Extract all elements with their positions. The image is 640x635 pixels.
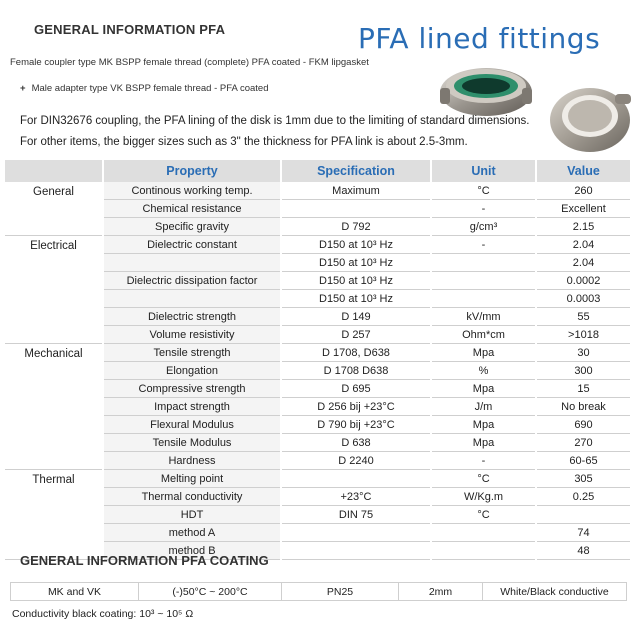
cell-unit xyxy=(431,542,536,560)
cell-value: 30 xyxy=(536,344,631,362)
cell-unit: kV/mm xyxy=(431,308,536,326)
plus-bullet-icon: + xyxy=(20,83,26,94)
cell-specification: Maximum xyxy=(281,182,431,200)
coating-table xyxy=(10,582,627,601)
cell-unit: g/cm³ xyxy=(431,218,536,236)
cell-specification: D150 at 10³ Hz xyxy=(281,236,431,254)
cell-property: method A xyxy=(103,524,281,542)
intro-line-adapter-text: Male adapter type VK BSPP female thread - PFA coated xyxy=(31,83,269,94)
cell-unit xyxy=(431,272,536,290)
cell-property: Thermal conductivity xyxy=(103,488,281,506)
cell-property: Chemical resistance xyxy=(103,200,281,218)
cell-property xyxy=(103,290,281,308)
cell-specification: D 2240 xyxy=(281,452,431,470)
cell-value: 260 xyxy=(536,182,631,200)
cell-unit: % xyxy=(431,362,536,380)
cell-unit: - xyxy=(431,200,536,218)
cell-unit: Mpa xyxy=(431,434,536,452)
cell-specification: D 695 xyxy=(281,380,431,398)
cell-specification: D150 at 10³ Hz xyxy=(281,290,431,308)
cell-property: Specific gravity xyxy=(103,218,281,236)
lining-note-din: For DIN32676 coupling, the PFA lining of the disk is 1mm due to the limiting of standard dimensions. xyxy=(20,115,530,127)
cell-unit xyxy=(431,290,536,308)
cell-property: Dielectric strength xyxy=(103,308,281,326)
cell-value: 270 xyxy=(536,434,631,452)
header-unit: Unit xyxy=(431,160,536,182)
cell-specification: D 792 xyxy=(281,218,431,236)
cell-value: 2.04 xyxy=(536,236,631,254)
cell-unit: Mpa xyxy=(431,380,536,398)
table-row xyxy=(5,470,631,488)
cell-category: General xyxy=(5,182,103,236)
cell-specification xyxy=(281,200,431,218)
cell-unit xyxy=(431,524,536,542)
cell-value: 55 xyxy=(536,308,631,326)
cell-unit: Mpa xyxy=(431,416,536,434)
cell-specification: +23°C xyxy=(281,488,431,506)
cell-value: 2.15 xyxy=(536,218,631,236)
cell-unit: W/Kg.m xyxy=(431,488,536,506)
cell-property: Elongation xyxy=(103,362,281,380)
cell-specification: D 256 bij +23°C xyxy=(281,398,431,416)
cell-unit: J/m xyxy=(431,398,536,416)
cell-property: Hardness xyxy=(103,452,281,470)
header-value: Value xyxy=(536,160,631,182)
cell-specification: D 1708 D638 xyxy=(281,362,431,380)
cell-unit: - xyxy=(431,236,536,254)
cell-property xyxy=(103,254,281,272)
cell-property: Tensile Modulus xyxy=(103,434,281,452)
cell-category: Thermal xyxy=(5,470,103,560)
intro-line-coupler: Female coupler type MK BSPP female thread (complete) PFA coated - FKM lipgasket xyxy=(10,57,369,68)
cell-specification: D 149 xyxy=(281,308,431,326)
cell-specification xyxy=(281,470,431,488)
cell-property: Compressive strength xyxy=(103,380,281,398)
header-property: Property xyxy=(103,160,281,182)
coating-type: MK and VK xyxy=(11,583,139,601)
cell-property: Volume resistivity xyxy=(103,326,281,344)
cell-property: method B xyxy=(103,542,281,560)
cell-property: Dielectric constant xyxy=(103,236,281,254)
cell-property: Flexural Modulus xyxy=(103,416,281,434)
header-category xyxy=(5,160,103,182)
cell-value: 300 xyxy=(536,362,631,380)
cell-specification: D150 at 10³ Hz xyxy=(281,254,431,272)
cell-value: No break xyxy=(536,398,631,416)
cell-specification: D 638 xyxy=(281,434,431,452)
table-row xyxy=(11,583,627,601)
cell-unit: °C xyxy=(431,182,536,200)
table-row xyxy=(5,344,631,362)
cell-category: Electrical xyxy=(5,236,103,344)
conductivity-note: Conductivity black coating: 10³ ~ 10⁵ Ω xyxy=(12,608,194,620)
cell-specification xyxy=(281,542,431,560)
cell-property: Impact strength xyxy=(103,398,281,416)
pfa-properties-table xyxy=(5,160,632,560)
cell-specification: D 790 bij +23°C xyxy=(281,416,431,434)
coating-temp-range: (-)50°C ~ 200°C xyxy=(139,583,282,601)
adapter-product-image xyxy=(545,76,635,158)
section-title-coating: GENERAL INFORMATION PFA COATING xyxy=(20,553,269,568)
cell-value: 2.04 xyxy=(536,254,631,272)
cell-specification: DIN 75 xyxy=(281,506,431,524)
table-row xyxy=(5,236,631,254)
coating-pressure: PN25 xyxy=(282,583,399,601)
cell-value: 0.25 xyxy=(536,488,631,506)
coating-color: White/Black conductive xyxy=(483,583,627,601)
cell-property: HDT xyxy=(103,506,281,524)
coupler-product-image xyxy=(436,58,538,120)
cell-property: Continous working temp. xyxy=(103,182,281,200)
cell-property: Melting point xyxy=(103,470,281,488)
cell-unit xyxy=(431,254,536,272)
intro-line-adapter xyxy=(20,83,269,94)
cell-value: Excellent xyxy=(536,200,631,218)
cell-specification: D150 at 10³ Hz xyxy=(281,272,431,290)
cell-unit: °C xyxy=(431,506,536,524)
lining-note-other: For other items, the bigger sizes such as 3" the thickness for PFA link is about 2.5-3mm. xyxy=(20,136,468,148)
cell-value: 74 xyxy=(536,524,631,542)
cell-property: Dielectric dissipation factor xyxy=(103,272,281,290)
coating-thickness: 2mm xyxy=(399,583,483,601)
cell-value: 690 xyxy=(536,416,631,434)
hero-title: PFA lined fittings xyxy=(358,22,601,55)
cell-unit: °C xyxy=(431,470,536,488)
table-header-row xyxy=(5,160,631,182)
cell-value: 0.0003 xyxy=(536,290,631,308)
cell-value xyxy=(536,506,631,524)
cell-value: >1018 xyxy=(536,326,631,344)
cell-unit: Mpa xyxy=(431,344,536,362)
cell-specification: D 257 xyxy=(281,326,431,344)
cell-specification xyxy=(281,524,431,542)
header-specification: Specification xyxy=(281,160,431,182)
section-title-general-info: GENERAL INFORMATION PFA xyxy=(34,22,226,37)
cell-unit: Ohm*cm xyxy=(431,326,536,344)
cell-property: Tensile strength xyxy=(103,344,281,362)
cell-value: 305 xyxy=(536,470,631,488)
cell-value: 48 xyxy=(536,542,631,560)
cell-unit: - xyxy=(431,452,536,470)
cell-value: 0.0002 xyxy=(536,272,631,290)
table-row xyxy=(5,182,631,200)
cell-specification: D 1708, D638 xyxy=(281,344,431,362)
cell-value: 15 xyxy=(536,380,631,398)
cell-category: Mechanical xyxy=(5,344,103,470)
cell-value: 60-65 xyxy=(536,452,631,470)
